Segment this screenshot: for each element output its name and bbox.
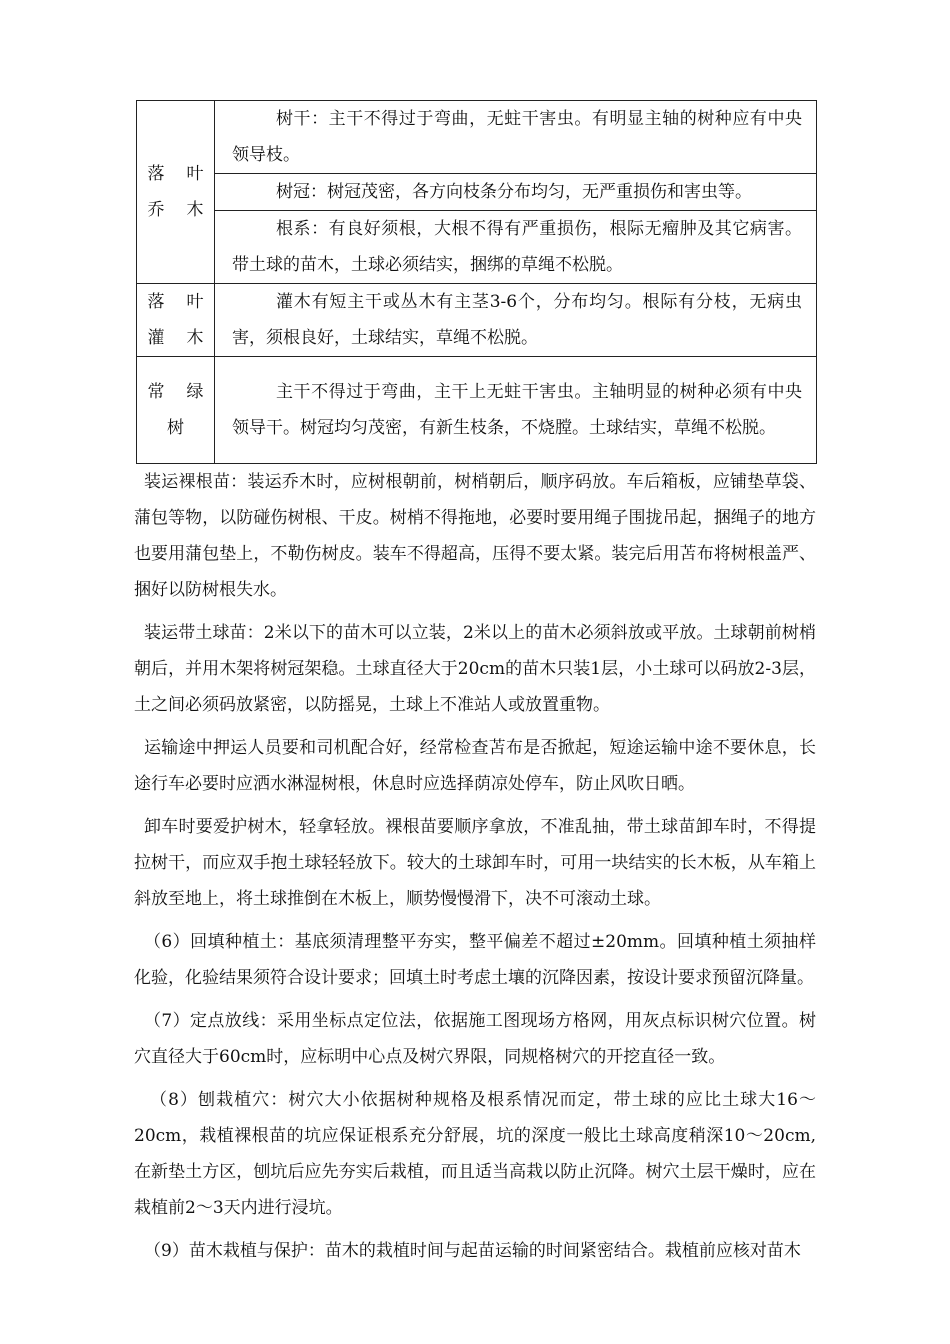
seedling-quality-table [136, 100, 817, 464]
paragraph: （7）定点放线：采用坐标点定位法，依据施工图现场方格网，用灰点标识树穴位置。树穴直径大于60cm时，应标明中心点及树穴界限，同规格树穴的开挖直径一致。 [134, 1011, 816, 1067]
category-cell [137, 357, 215, 464]
category-label-line1: 落 叶 [147, 292, 204, 312]
description-cell: 灌木有短主干或丛木有主茎3-6个，分布均匀。根际有分枝，无病虫害，须根良好，土球结实，草绳不松脱。 [215, 284, 817, 357]
category-label-line2: 树 [167, 418, 184, 438]
paragraph: 装运带土球苗：2米以下的苗木可以立装，2米以上的苗木必须斜放或平放。土球朝前树梢朝后，并用木架将树冠架稳。土球直径大于20cm的苗木只装1层，小土球可以码放2-3层，土之间必须码放紧密，以防摇晃，土球上不准站人或放置重物。 [134, 623, 816, 715]
table-row [137, 357, 817, 464]
paragraph: （8）刨栽植穴：树穴大小依据树种规格及根系情况而定，带土球的应比土球大16～20cm，栽植裸根苗的坑应保证根系充分舒展，坑的深度一般比土球高度稍深10～20cm,在新垫土方区，刨坑后应先夯实后栽植，而且适当高栽以防止沉降。树穴土层干燥时，应在栽植前2～3天内进行浸坑。 [134, 1090, 816, 1218]
paragraph: （9）苗木栽植与保护：苗木的栽植时间与起苗运输的时间紧密结合。栽植前应核对苗木 [144, 1241, 801, 1261]
table-row [137, 284, 817, 357]
category-cell [137, 284, 215, 357]
paragraph: 装运裸根苗：装运乔木时，应树根朝前，树梢朝后，顺序码放。车后箱板，应铺垫草袋、蒲包等物，以防碰伤树根、干皮。树梢不得拖地，必要时要用绳子围拢吊起，捆绳子的地方也要用蒲包垫上，不勒伤树皮。装车不得超高，压得不要太紧。装完后用苫布将树根盖严、捆好以防树根失水。 [134, 472, 816, 600]
description-cell: 主干不得过于弯曲，主干上无蛀干害虫。主轴明显的树种必须有中央领导干。树冠均匀茂密，有新生枝条，不烧膛。土球结实，草绳不松脱。 [215, 357, 817, 464]
table-row [137, 174, 817, 211]
description-cell: 树冠：树冠茂密，各方向枝条分布均匀，无严重损伤和害虫等。 [215, 174, 817, 211]
category-cell [137, 101, 215, 284]
table-row [137, 211, 817, 284]
category-label-line2: 乔木 [147, 200, 204, 220]
body-text [134, 464, 816, 1269]
description-cell: 树干：主干不得过于弯曲，无蛀干害虫。有明显主轴的树种应有中央领导枝。 [215, 101, 817, 174]
description-cell: 根系：有良好须根，大根不得有严重损伤，根际无瘤肿及其它病害。带土球的苗木，土球必须结实，捆绑的草绳不松脱。 [215, 211, 817, 284]
paragraph: 运输途中押运人员要和司机配合好，经常检查苫布是否掀起，短途运输中途不要休息，长途行车必要时应洒水淋湿树根，休息时应选择荫凉处停车，防止风吹日晒。 [134, 738, 816, 794]
category-label-line2: 灌木 [147, 328, 204, 348]
paragraph: （6）回填种植土：基底须清理整平夯实，整平偏差不超过±20mm。回填种植土须抽样化验，化验结果须符合设计要求；回填土时考虑土壤的沉降因素，按设计要求预留沉降量。 [134, 932, 816, 988]
category-label-line1: 落 叶 [147, 164, 204, 184]
paragraph: 卸车时要爱护树木，轻拿轻放。裸根苗要顺序拿放，不准乱抽，带土球苗卸车时，不得提拉树干，而应双手抱土球轻轻放下。较大的土球卸车时，可用一块结实的长木板，从车箱上斜放至地上，将土球推倒在木板上，顺势慢慢滑下，决不可滚动土球。 [134, 817, 816, 909]
table-row [137, 101, 817, 174]
category-label-line1: 常 绿 [147, 382, 204, 402]
